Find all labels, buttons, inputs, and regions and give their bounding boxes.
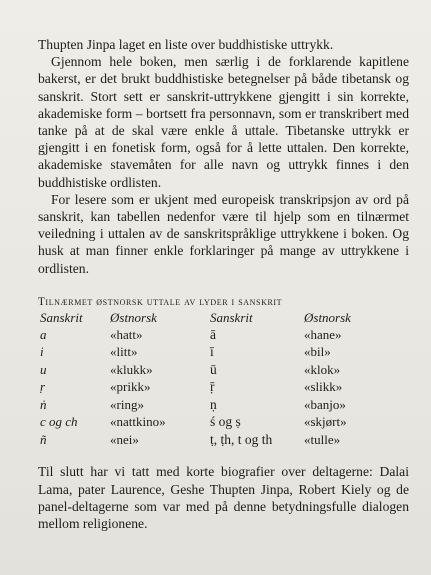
- sanskrit-cell: ṅ: [40, 396, 47, 412]
- ostnorsk-cell: «slikk»: [304, 379, 343, 395]
- ostnorsk-cell: «klukk»: [110, 361, 153, 377]
- ostnorsk-cell: «nei»: [110, 431, 139, 447]
- header-ostnorsk-2: Østnorsk: [304, 309, 351, 325]
- ostnorsk-cell: «ring»: [110, 396, 144, 412]
- sanskrit-cell: ī: [210, 344, 214, 360]
- table-row: [38, 326, 404, 344]
- table-row: [38, 361, 404, 379]
- sanskrit-cell: i: [40, 344, 44, 360]
- sanskrit-cell: ś og ṣ: [210, 414, 241, 430]
- sanskrit-cell: ṇ: [210, 396, 217, 412]
- table-row: [38, 343, 404, 361]
- ostnorsk-cell: «litt»: [110, 344, 138, 360]
- ostnorsk-cell: «klok»: [304, 361, 341, 377]
- table-header-row: [38, 310, 404, 326]
- ostnorsk-cell: «nattkino»: [110, 414, 166, 430]
- terminology-paragraph: Gjennom hele boken, men særlig i de forklarende kapitlene bakerst, er det brukt buddhistiske betegnelser på både tibetansk og sanskrit. Stort sett er sanskrit-uttrykkene gjengitt i sin korrekte, akademiske form – bortsett fra personnavn, som er transkribert med tanke på at de skal være enkle å uttale. Tibetanske uttrykk er gjengitt i en fonetisk form, også for å lette uttalen. Den korrekte, akademiske stavemåten for alle navn og uttrykk finnes i den buddhistiske ordlisten.: [38, 54, 409, 190]
- table-row: [38, 431, 404, 449]
- ostnorsk-cell: «prikk»: [110, 379, 151, 395]
- sanskrit-cell: ṝ: [210, 379, 215, 395]
- table-row: [38, 378, 404, 396]
- biographies-paragraph: Til slutt har vi tatt med korte biografier over deltagerne: Dalai Lama, pater Laurence, Geshe Thupten Jinpa, Robert Kiely og de panel-deltagerne som var med på denne betydningsfulle dialogen mellom religionene.: [38, 464, 409, 531]
- sanskrit-cell: c og ch: [40, 414, 78, 430]
- pronunciation-table: [38, 310, 404, 449]
- sanskrit-cell: ū: [210, 361, 217, 377]
- sanskrit-cell: ṛ: [40, 379, 46, 395]
- sanskrit-cell: ñ: [40, 431, 47, 447]
- sanskrit-cell: a: [40, 326, 47, 342]
- ostnorsk-cell: «hane»: [304, 326, 342, 342]
- ostnorsk-cell: «hatt»: [110, 326, 143, 342]
- table-title: Tilnærmet østnorsk uttale av lyder i sanskrit: [38, 295, 283, 308]
- table-row: [38, 413, 404, 431]
- sanskrit-cell: u: [40, 361, 47, 377]
- transcription-paragraph: For lesere som er ukjent med europeisk transkripsjon av ord på sanskrit, kan tabellen nedenfor være til hjelp som en tilnærmet veiledning i uttalen av de sanskritspråklige uttrykkene i boken. Og husk at man finner enkle forklaringer på mange av uttrykkene i ordlisten.: [38, 191, 409, 276]
- header-sanskrit-1: Sanskrit: [40, 309, 83, 325]
- ostnorsk-cell: «bil»: [304, 344, 331, 360]
- ostnorsk-cell: «tulle»: [304, 431, 341, 447]
- sanskrit-cell: ṭ, ṭh, t og th: [210, 431, 273, 447]
- header-ostnorsk-1: Østnorsk: [110, 309, 157, 325]
- table-row: [38, 396, 404, 414]
- ostnorsk-cell: «skjørt»: [304, 414, 347, 430]
- header-sanskrit-2: Sanskrit: [210, 309, 253, 325]
- ostnorsk-cell: «banjo»: [304, 396, 346, 412]
- intro-paragraph: Thupten Jinpa laget en liste over buddhistiske uttrykk.: [38, 37, 334, 52]
- sanskrit-cell: ā: [210, 326, 216, 342]
